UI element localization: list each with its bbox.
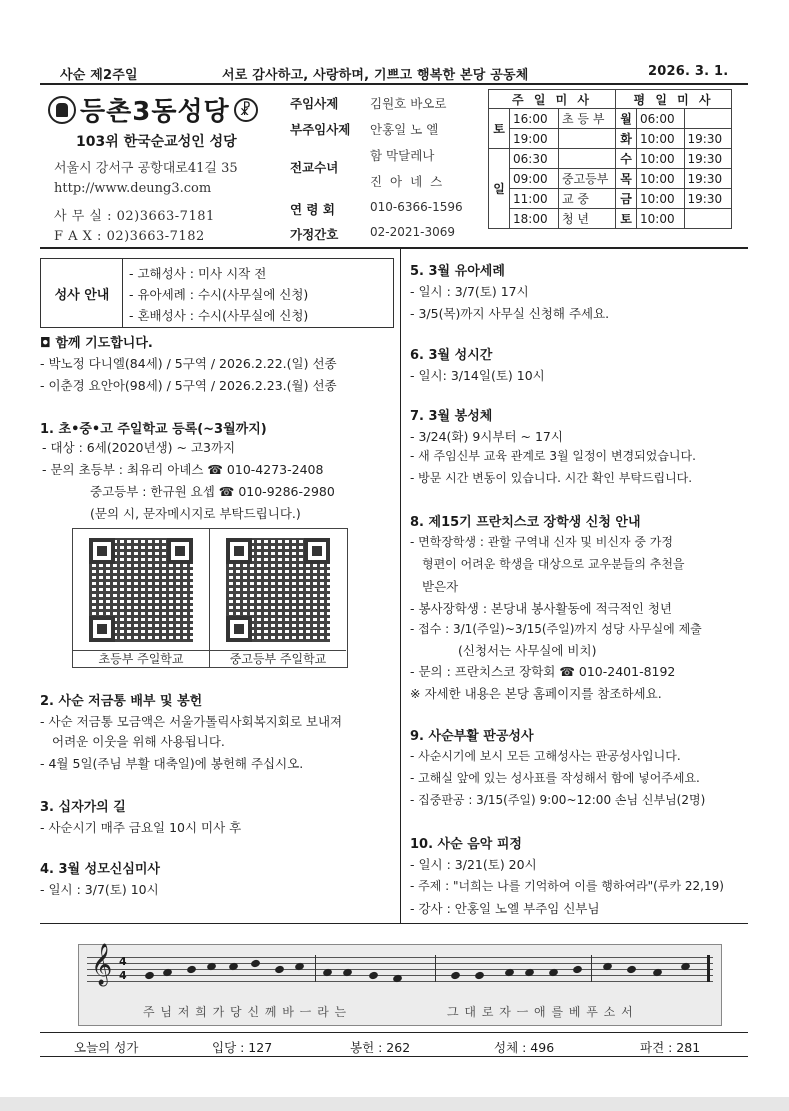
section-line: - 방문 시간 변동이 있습니다. 시간 확인 부탁드립니다. xyxy=(410,471,693,485)
section-line: - 주제 : "너희는 나를 기억하여 이를 행하여라"(루카 22,19) xyxy=(410,879,724,893)
mass-time: 06:30 xyxy=(510,149,559,169)
section-line: - 집중판공 : 3/15(주일) 9:00~12:00 손님 신부님(2명) xyxy=(410,793,706,807)
mass-time: 10:00 xyxy=(637,169,685,189)
section-8-title: 8. 제15기 프란치스코 장학생 신청 안내 xyxy=(410,515,641,530)
staff-line xyxy=(87,963,713,964)
notice-label: 성사 안내 xyxy=(42,259,123,327)
section-line: - 4월 5일(주님 부활 대축일)에 봉헌해 주십시오. xyxy=(40,756,304,771)
church-emblem-icon xyxy=(48,96,76,124)
section-line: (문의 시, 문자메시지로 부탁드립니다.) xyxy=(90,506,301,521)
contact-value: 02-2021-3069 xyxy=(370,225,456,239)
note-icon xyxy=(626,965,637,975)
hymn-communion: 성체 : 496 xyxy=(494,1040,555,1055)
section-line: - 3/24(화) 9시부터 ~ 17시 xyxy=(410,429,563,444)
qr-finder xyxy=(167,538,193,564)
liturgical-season: 사순 제2주일 xyxy=(60,68,138,83)
page-bottom-bar xyxy=(0,1097,789,1111)
mass-time: 19:30 xyxy=(684,169,732,189)
hymn-score-image xyxy=(78,944,722,1026)
section-line: - 고해실 앞에 있는 성사표를 작성해서 함에 넣어주세요. xyxy=(410,771,700,785)
staff-line xyxy=(87,957,713,958)
day-label: 토 xyxy=(489,109,510,149)
final-bar-line xyxy=(707,955,710,982)
mass-time: 10:00 xyxy=(637,209,685,229)
staff-line xyxy=(87,969,713,970)
mass-time xyxy=(684,109,732,129)
section-line: - 일시 : 3/7(토) 17시 xyxy=(410,284,529,299)
bulletin-date: 2026. 3. 1. xyxy=(648,64,729,79)
day-label: 목 xyxy=(616,169,637,189)
mass-time: 06:00 xyxy=(637,109,685,129)
prayer-heading: ◘ 함께 기도합니다. xyxy=(40,336,153,351)
top-rule xyxy=(40,83,748,85)
section-line: - 일시 : 3/7(토) 10시 xyxy=(40,882,159,897)
section-line: - 사순시기에 보시 모든 고해성사는 판공성사입니다. xyxy=(410,749,681,763)
section-line: - 봉사장학생 : 본당내 봉사활동에 적극적인 청년 xyxy=(410,601,672,616)
mass-time: 19:30 xyxy=(684,189,732,209)
mass-time: 09:00 xyxy=(510,169,559,189)
note-icon xyxy=(368,971,379,981)
section-line: - 3/5(목)까지 사무실 신청해 주세요. xyxy=(410,306,610,321)
section-line: - 면학장학생 : 관할 구역내 신자 및 비신자 중 가정 xyxy=(410,535,673,549)
section-5-title: 5. 3월 유아세례 xyxy=(410,264,505,279)
day-label: 일 xyxy=(489,149,510,229)
mass-time: 19:30 xyxy=(684,149,732,169)
day-label: 화 xyxy=(616,129,637,149)
section-line: (신청서는 사무실에 비치) xyxy=(458,643,597,658)
section-9-title: 9. 사순부활 판공성사 xyxy=(410,729,534,744)
note-icon xyxy=(144,971,155,981)
qr-divider xyxy=(209,529,210,667)
section-line: - 일시 : 3/21(토) 20시 xyxy=(410,857,537,872)
day-label: 토 xyxy=(616,209,637,229)
mass-time: 10:00 xyxy=(637,149,685,169)
contact-key: 연 령 회 xyxy=(290,202,335,217)
qr-code-box xyxy=(72,528,348,668)
contact-key: 전교수녀 xyxy=(290,160,339,175)
mass-note: 청 년 xyxy=(559,209,616,229)
section-line: - 사순 저금통 모금액은 서울가톨릭사회복지회로 보내져 xyxy=(40,714,343,729)
mass-note xyxy=(559,129,616,149)
section-7-title: 7. 3월 봉성체 xyxy=(410,409,493,424)
section-1-title: 1. 초•중•고 주일학교 등록(~3월까지) xyxy=(40,422,267,437)
bar-line xyxy=(315,955,316,982)
section-line: - 사순시기 매주 금요일 10시 미사 후 xyxy=(40,820,242,835)
hymn-entrance: 입당 : 127 xyxy=(212,1040,273,1055)
parish-motto: 서로 감사하고, 사랑하며, 기쁘고 행복한 본당 공동체 xyxy=(222,68,529,83)
qr-caption: 초등부 주일학교 xyxy=(73,650,209,667)
day-label: 월 xyxy=(616,109,637,129)
mass-time xyxy=(684,209,732,229)
mass-time: 10:00 xyxy=(637,189,685,209)
church-website[interactable]: http://www.deung3.com xyxy=(54,181,212,196)
notice-line: - 혼배성사 : 수시(사무실에 신청) xyxy=(129,308,309,323)
header-bottom-rule xyxy=(40,247,748,249)
sacrament-notice-box xyxy=(40,258,394,328)
church-title xyxy=(48,91,258,128)
qr-finder xyxy=(304,538,330,564)
chi-rho-icon: ☧ xyxy=(234,98,258,122)
hymn-label: 오늘의 성가 xyxy=(74,1040,139,1055)
time-signature-icon: 4 4 xyxy=(119,955,127,982)
prayer-line: - 이춘경 요안아(98세) / 5구역 / 2026.2.23.(월) 선종 xyxy=(40,378,337,393)
office-fax: F A X : 02)3663-7182 xyxy=(54,229,205,244)
contact-value: 김원호 바오로 xyxy=(370,96,447,111)
square-icon: ◘ xyxy=(40,336,56,351)
bar-line xyxy=(591,955,592,982)
mass-note: 중고등부 xyxy=(559,169,616,189)
contact-value: 진 아 네 스 xyxy=(370,174,445,189)
bar-line xyxy=(435,955,436,982)
section-2-title: 2. 사순 저금통 배부 및 봉헌 xyxy=(40,694,203,709)
contact-value: 010-6366-1596 xyxy=(370,200,463,214)
church-subtitle: 103위 한국순교성인 성당 xyxy=(76,134,237,150)
section-6-title: 6. 3월 성시간 xyxy=(410,348,493,363)
footer-top-rule xyxy=(40,1032,748,1033)
note-icon xyxy=(474,971,485,981)
day-label: 수 xyxy=(616,149,637,169)
qr-finder xyxy=(89,538,115,564)
day-label: 금 xyxy=(616,189,637,209)
section-line: 형편이 어려운 학생을 대상으로 교우분들의 추천을 xyxy=(422,557,685,571)
section-line: - 새 주임신부 교육 관계로 3월 일정이 변경되었습니다. xyxy=(410,449,696,463)
qr-finder xyxy=(226,616,252,642)
content-bottom-rule xyxy=(40,923,748,924)
qr-finder xyxy=(226,538,252,564)
qr-finder xyxy=(89,616,115,642)
mass-time: 19:00 xyxy=(510,129,559,149)
mass-time: 11:00 xyxy=(510,189,559,209)
section-line: 중고등부 : 한규원 요셉 ☎ 010-9286-2980 xyxy=(90,484,335,499)
section-line: ※ 자세한 내용은 본당 홈페이지를 참조하세요. xyxy=(410,686,662,701)
section-line: - 접수 : 3/1(주일)~3/15(주일)까지 성당 사무실에 제출 xyxy=(410,622,702,636)
hymn-dismissal: 파견 : 281 xyxy=(640,1040,701,1055)
contact-value: 함 막달레나 xyxy=(370,148,435,163)
section-line: - 대상 : 6세(2020년생) ~ 고3까지 xyxy=(42,440,236,455)
hymn-lyrics: 주 님 저 희 가 당 신 께 바 ㅡ 라 는 xyxy=(143,1005,348,1019)
contact-key: 가정간호 xyxy=(290,227,339,242)
note-icon xyxy=(450,971,461,981)
church-address: 서울시 강서구 공항대로41길 35 xyxy=(54,161,238,176)
section-line: 어려운 이웃을 위해 사용됩니다. xyxy=(52,734,225,749)
section-4-title: 4. 3월 성모신심미사 xyxy=(40,862,160,877)
section-line: - 강사 : 안홍일 노엘 부주임 신부님 xyxy=(410,901,600,916)
hymn-offertory: 봉헌 : 262 xyxy=(350,1040,411,1055)
column-divider xyxy=(400,249,401,923)
section-10-title: 10. 사순 음악 피정 xyxy=(410,837,522,852)
qr-code-secondary[interactable] xyxy=(226,538,330,642)
church-name: 등촌3동성당 xyxy=(80,97,230,127)
contact-key: 부주임사제 xyxy=(290,122,351,137)
mass-time: 18:00 xyxy=(510,209,559,229)
section-line: - 문의 초등부 : 최유리 아녜스 ☎ 010-4273-2408 xyxy=(42,462,324,477)
note-icon xyxy=(572,965,583,975)
sunday-mass-header: 주 일 미 사 xyxy=(489,90,616,109)
mass-time: 16:00 xyxy=(510,109,559,129)
note-icon xyxy=(186,965,197,975)
office-phone: 사 무 실 : 02)3663-7181 xyxy=(54,209,215,224)
qr-code-elementary[interactable] xyxy=(89,538,193,642)
contact-value: 안홍일 노 엘 xyxy=(370,122,439,137)
note-icon xyxy=(274,965,285,975)
mass-schedule-table xyxy=(488,89,732,229)
mass-note: 초 등 부 xyxy=(559,109,616,129)
mass-time: 19:30 xyxy=(684,129,732,149)
contact-key: 주임사제 xyxy=(290,96,339,111)
section-line: - 문의 : 프란치스코 장학회 ☎ 010-2401-8192 xyxy=(410,664,676,679)
mass-note: 교 중 xyxy=(559,189,616,209)
prayer-line: - 박노정 다니엘(84세) / 5구역 / 2026.2.22.(일) 선종 xyxy=(40,356,337,371)
section-3-title: 3. 십자가의 길 xyxy=(40,800,126,815)
hymn-lyrics: 그 대 로 자 ㅡ 애 를 베 푸 소 서 xyxy=(447,1005,634,1019)
footer-bottom-rule xyxy=(40,1056,748,1057)
mass-note xyxy=(559,149,616,169)
notice-line: - 고해성사 : 미사 시작 전 xyxy=(129,266,267,281)
treble-clef-icon: 𝄞 xyxy=(91,944,113,985)
mass-time: 10:00 xyxy=(637,129,685,149)
section-line: 받은자 xyxy=(422,579,459,594)
note-icon xyxy=(250,959,261,969)
section-line: - 일시: 3/14일(토) 10시 xyxy=(410,368,545,383)
qr-caption: 중고등부 주일학교 xyxy=(210,650,346,667)
weekday-mass-header: 평 일 미 사 xyxy=(616,90,732,109)
notice-line: - 유아세례 : 수시(사무실에 신청) xyxy=(129,287,309,302)
